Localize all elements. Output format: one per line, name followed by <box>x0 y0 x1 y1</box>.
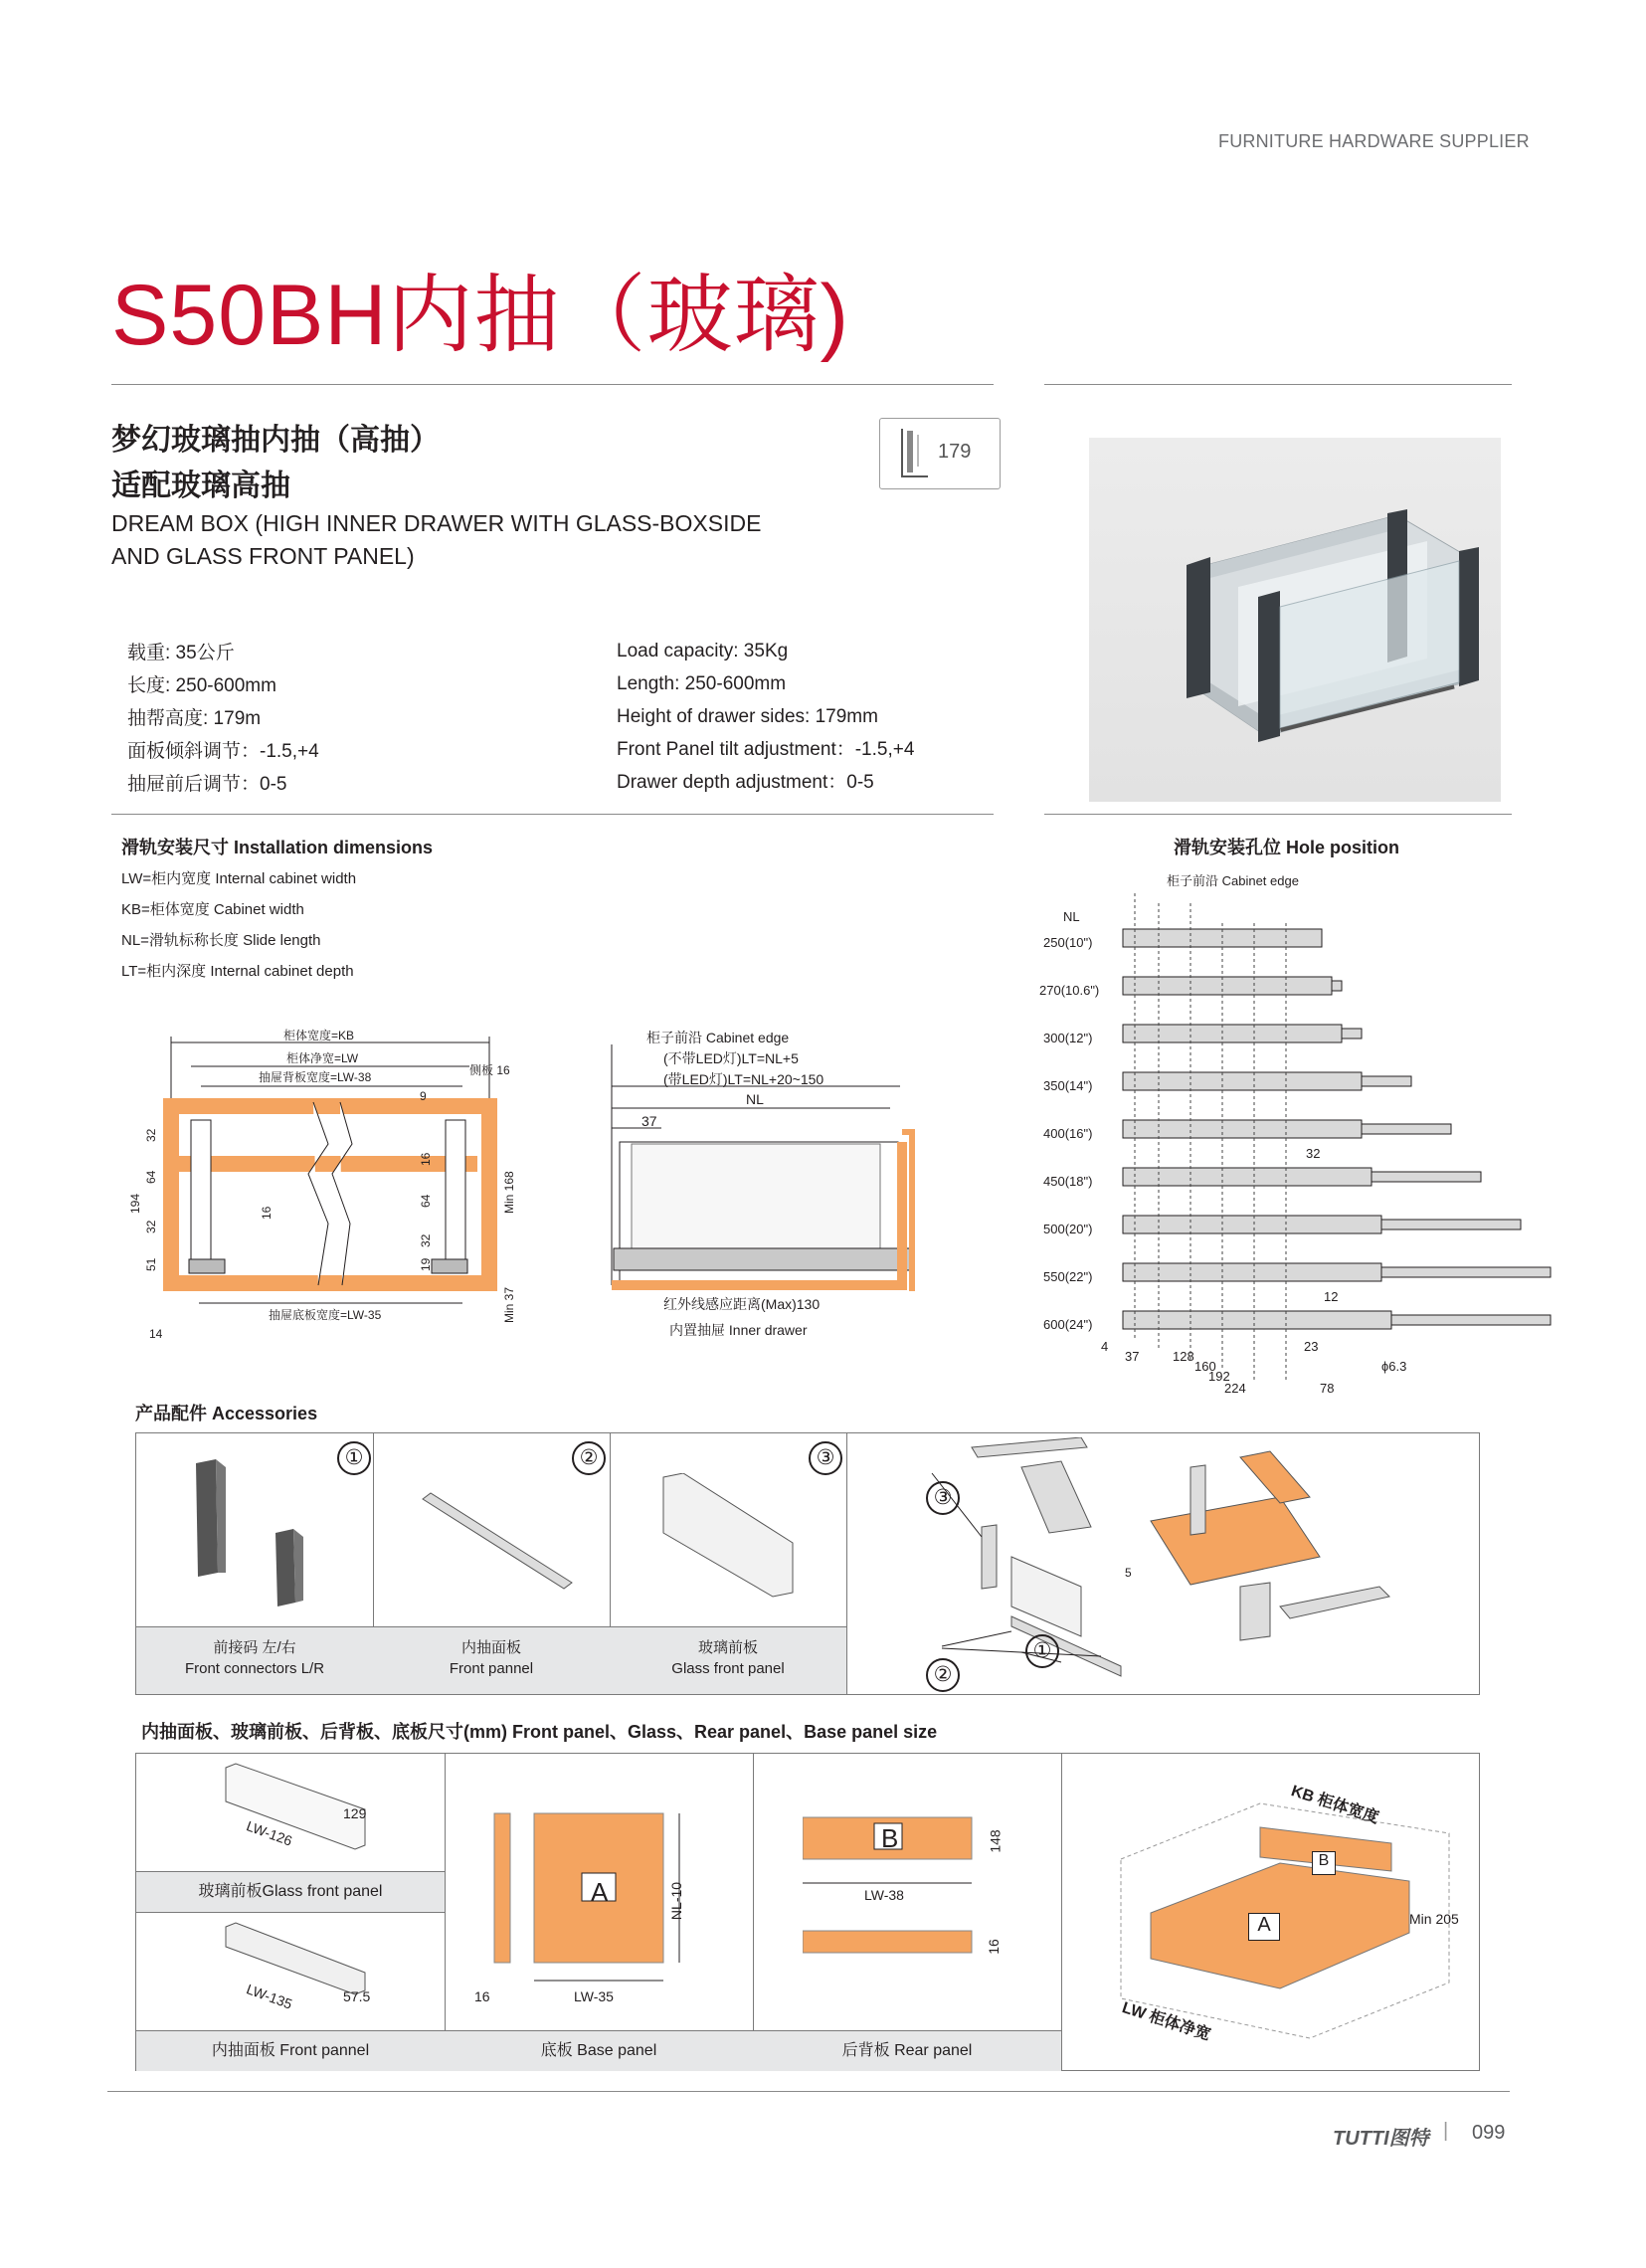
accessory-en: Front pannel <box>449 1660 534 1677</box>
cabinet-lw: LW 柜体净宽 <box>1120 1999 1213 2044</box>
product-cn-title: 梦幻玻璃抽内抽（高抽） <box>111 424 440 457</box>
dim-min37: Min 37 <box>502 1286 516 1323</box>
front-panel-image <box>413 1483 582 1603</box>
cabinet-min: Min 205 <box>1409 1911 1459 1927</box>
page-number: 099 <box>1472 2122 1506 2144</box>
dim-51: 51 <box>144 1257 158 1271</box>
hole-dim: 12 <box>1324 1289 1339 1304</box>
sensor-distance: 红外线感应距离(Max)130 <box>663 1296 821 1312</box>
hole-size: 270(10.6") <box>1039 983 1100 998</box>
rear-letter: B <box>881 1823 899 1853</box>
accessory-caption <box>136 1626 373 1694</box>
hole-dim: 32 <box>1306 1146 1321 1161</box>
accessory-cn: 玻璃前板 <box>697 1639 758 1656</box>
spec-cn: 载重: 35公斤 <box>127 643 235 663</box>
hole-size: 350(14") <box>1043 1078 1093 1093</box>
spec-cn: 抽帮高度: 179m <box>127 708 262 729</box>
hole-dim: 128 <box>1173 1349 1194 1364</box>
slide-bars <box>1123 929 1551 1329</box>
hole-size: 600(24") <box>1043 1317 1093 1332</box>
front-dim-h: 57.5 <box>343 1988 371 2004</box>
dim-19: 19 <box>419 1257 433 1271</box>
exploded-view-diagram <box>862 1437 1469 1690</box>
spec-en: Drawer depth adjustment：0-5 <box>617 772 874 793</box>
exploded-number: ① <box>1025 1634 1059 1668</box>
panels-heading: 内抽面板、玻璃前板、后背板、底板尺寸(mm) Front panel、Glass、Rear panel、Base panel size <box>141 1722 938 1742</box>
rear-dim-t: 16 <box>985 1939 1002 1955</box>
dim-lw: 柜体净宽=LW <box>286 1051 359 1065</box>
dim-32c: 32 <box>419 1233 433 1247</box>
badge-value: 179 <box>938 441 972 463</box>
panel-cell-cabinet <box>1061 1754 1479 2070</box>
front-panel-caption: 内抽面板 Front pannel <box>136 2030 445 2071</box>
hole-dim: 192 <box>1208 1369 1230 1384</box>
spec-en: Load capacity: 35Kg <box>617 641 789 662</box>
dim-32a: 32 <box>144 1128 158 1142</box>
panel-sizes-table <box>135 1753 1480 2071</box>
lt-led: (带LED灯)LT=NL+20~150 <box>663 1071 824 1087</box>
hole-size: 400(16") <box>1043 1126 1093 1141</box>
brand-logo: TUTTI图特 <box>1333 2128 1429 2150</box>
hole-size: 500(20") <box>1043 1222 1093 1236</box>
glass-drawer-image <box>1089 438 1501 802</box>
accessories-heading: 产品配件 Accessories <box>135 1404 318 1423</box>
accessory-en: Glass front panel <box>671 1660 785 1677</box>
dim-37: 37 <box>641 1113 657 1129</box>
accessories-table <box>135 1432 1480 1695</box>
front-connector-image <box>176 1453 335 1612</box>
panel-cell-glass-front <box>136 1754 446 2070</box>
nl-label: NL <box>746 1091 764 1107</box>
glass-dim-h: 129 <box>343 1805 367 1821</box>
footer-rule <box>107 2091 1510 2092</box>
glass-front-panel-image <box>653 1473 823 1612</box>
accessory-cell <box>610 1433 847 1694</box>
hole-size: 550(22") <box>1043 1269 1093 1284</box>
dim-64a: 64 <box>144 1170 158 1184</box>
base-letter: A <box>591 1877 609 1907</box>
hole-dim: ϕ6.3 <box>1381 1359 1407 1374</box>
panel-cell-rear <box>753 1754 1062 2070</box>
rear-dim-w: LW-38 <box>864 1887 904 1903</box>
page-title: S50BH内抽（玻璃) <box>111 268 850 363</box>
hole-edge-label: 柜子前沿 Cabinet edge <box>1167 873 1299 888</box>
install-heading: 滑轨安装尺寸 Installation dimensions <box>121 838 434 857</box>
hole-dim: 37 <box>1125 1349 1140 1364</box>
spec-en: Front Panel tilt adjustment：-1.5,+4 <box>617 739 915 760</box>
legend-item: NL=滑轨标称长度 Slide length <box>121 932 321 949</box>
accessory-cn: 前接码 左/右 <box>213 1639 296 1656</box>
dim-9: 9 <box>420 1089 427 1103</box>
divider <box>1044 814 1512 815</box>
cabinet-kb: KB 柜体宽度 <box>1288 1783 1381 1827</box>
hole-size: 250(10") <box>1043 935 1093 950</box>
accessory-number: ③ <box>809 1441 842 1475</box>
accessory-number: ① <box>337 1441 371 1475</box>
accessory-en: Front connectors L/R <box>184 1660 325 1677</box>
legend-item: LW=柜内宽度 Internal cabinet width <box>121 870 357 887</box>
accessory-cell <box>136 1433 374 1694</box>
dim-16b: 16 <box>419 1152 433 1166</box>
hole-dim: 160 <box>1194 1359 1216 1374</box>
hole-heading: 滑轨安装孔位 Hole position <box>1174 838 1399 857</box>
accessory-number: ② <box>572 1441 606 1475</box>
base-panel-caption: 底板 Base panel <box>445 2030 753 2071</box>
glass-dim-w: LW-126 <box>244 1817 295 1849</box>
hole-dim: 23 <box>1304 1339 1319 1354</box>
drawer-height-badge <box>879 418 1001 489</box>
cabinet-edge-label: 柜子前沿 Cabinet edge <box>646 1030 790 1045</box>
cabinet-letter-a: A <box>1248 1913 1280 1941</box>
hole-dim: 224 <box>1224 1381 1246 1396</box>
front-view-diagram <box>119 1025 537 1353</box>
panel-cell-base <box>445 1754 754 2070</box>
accessory-cn: 内抽面板 <box>460 1639 521 1656</box>
spec-cn: 抽屉前后调节：0-5 <box>127 774 287 795</box>
spec-en: Height of drawer sides: 179mm <box>617 706 878 727</box>
legend-item: KB=柜体宽度 Cabinet width <box>121 901 304 918</box>
product-en-title-2: AND GLASS FRONT PANEL) <box>111 543 415 569</box>
base-dim-nl: NL-10 <box>668 1881 685 1921</box>
spec-cn: 面板倾斜调节：-1.5,+4 <box>127 741 319 762</box>
footer-separator: | <box>1443 2120 1449 2142</box>
side-view-diagram <box>602 1025 930 1353</box>
spec-en: Length: 250-600mm <box>617 673 787 694</box>
product-en-title: DREAM BOX (HIGH INNER DRAWER WITH GLASS-BOXSIDE <box>111 510 762 536</box>
dim-base: 抽屉底板宽度=LW-35 <box>269 1308 382 1322</box>
divider <box>111 384 994 385</box>
legend-item: LT=柜内深度 Internal cabinet depth <box>121 963 354 980</box>
rear-dim-h: 148 <box>987 1829 1004 1853</box>
hole-dim: 78 <box>1320 1381 1335 1396</box>
hole-dim: 4 <box>1101 1339 1109 1354</box>
specs-cn <box>127 637 319 801</box>
hole-nl-label: NL <box>1063 909 1080 924</box>
hole-size: 450(18") <box>1043 1174 1093 1189</box>
spec-cn: 长度: 250-600mm <box>127 675 276 696</box>
product-photo <box>1089 438 1501 802</box>
dim-14-label: 14 <box>149 1327 163 1341</box>
install-legend <box>121 863 356 987</box>
base-dim-t: 16 <box>474 1988 490 2004</box>
supplier-header: FURNITURE HARDWARE SUPPLIER <box>1218 131 1530 151</box>
dim-16a: 16 <box>260 1206 274 1220</box>
dim-32b: 32 <box>144 1220 158 1233</box>
base-dim-w: LW-35 <box>574 1988 614 2004</box>
rear-panel-caption: 后背板 Rear panel <box>753 2030 1061 2071</box>
accessory-cell <box>373 1433 611 1694</box>
exploded-label: 5 <box>1125 1566 1132 1580</box>
dim-min168: Min 168 <box>502 1171 516 1214</box>
inner-drawer-label: 内置抽屉 Inner drawer <box>669 1322 808 1338</box>
glass-panel-caption: 玻璃前板Glass front panel <box>136 1871 445 1913</box>
cabinet-letter-b: B <box>1312 1851 1336 1875</box>
dim-64b: 64 <box>419 1194 433 1208</box>
dim-back: 抽屉背板宽度=LW-38 <box>259 1070 372 1084</box>
exploded-number: ② <box>926 1658 960 1692</box>
hole-position-diagram <box>1039 863 1556 1401</box>
accessory-caption <box>610 1626 846 1694</box>
product-cn-subtitle: 适配玻璃高抽 <box>111 470 290 502</box>
lt-noled: (不带LED灯)LT=NL+5 <box>663 1050 799 1066</box>
front-dim-w: LW-135 <box>244 1981 295 2012</box>
divider <box>1044 384 1512 385</box>
dim-194: 194 <box>128 1193 142 1214</box>
hole-size: 300(12") <box>1043 1031 1093 1045</box>
front-panel-drawing <box>196 1921 395 2030</box>
accessory-caption <box>373 1626 610 1694</box>
divider <box>111 814 994 815</box>
exploded-number: ③ <box>926 1481 960 1515</box>
specs-en <box>617 635 914 799</box>
dim-kb: 柜体宽度=KB <box>283 1029 355 1042</box>
dim-side: 侧板 16 <box>469 1063 510 1077</box>
